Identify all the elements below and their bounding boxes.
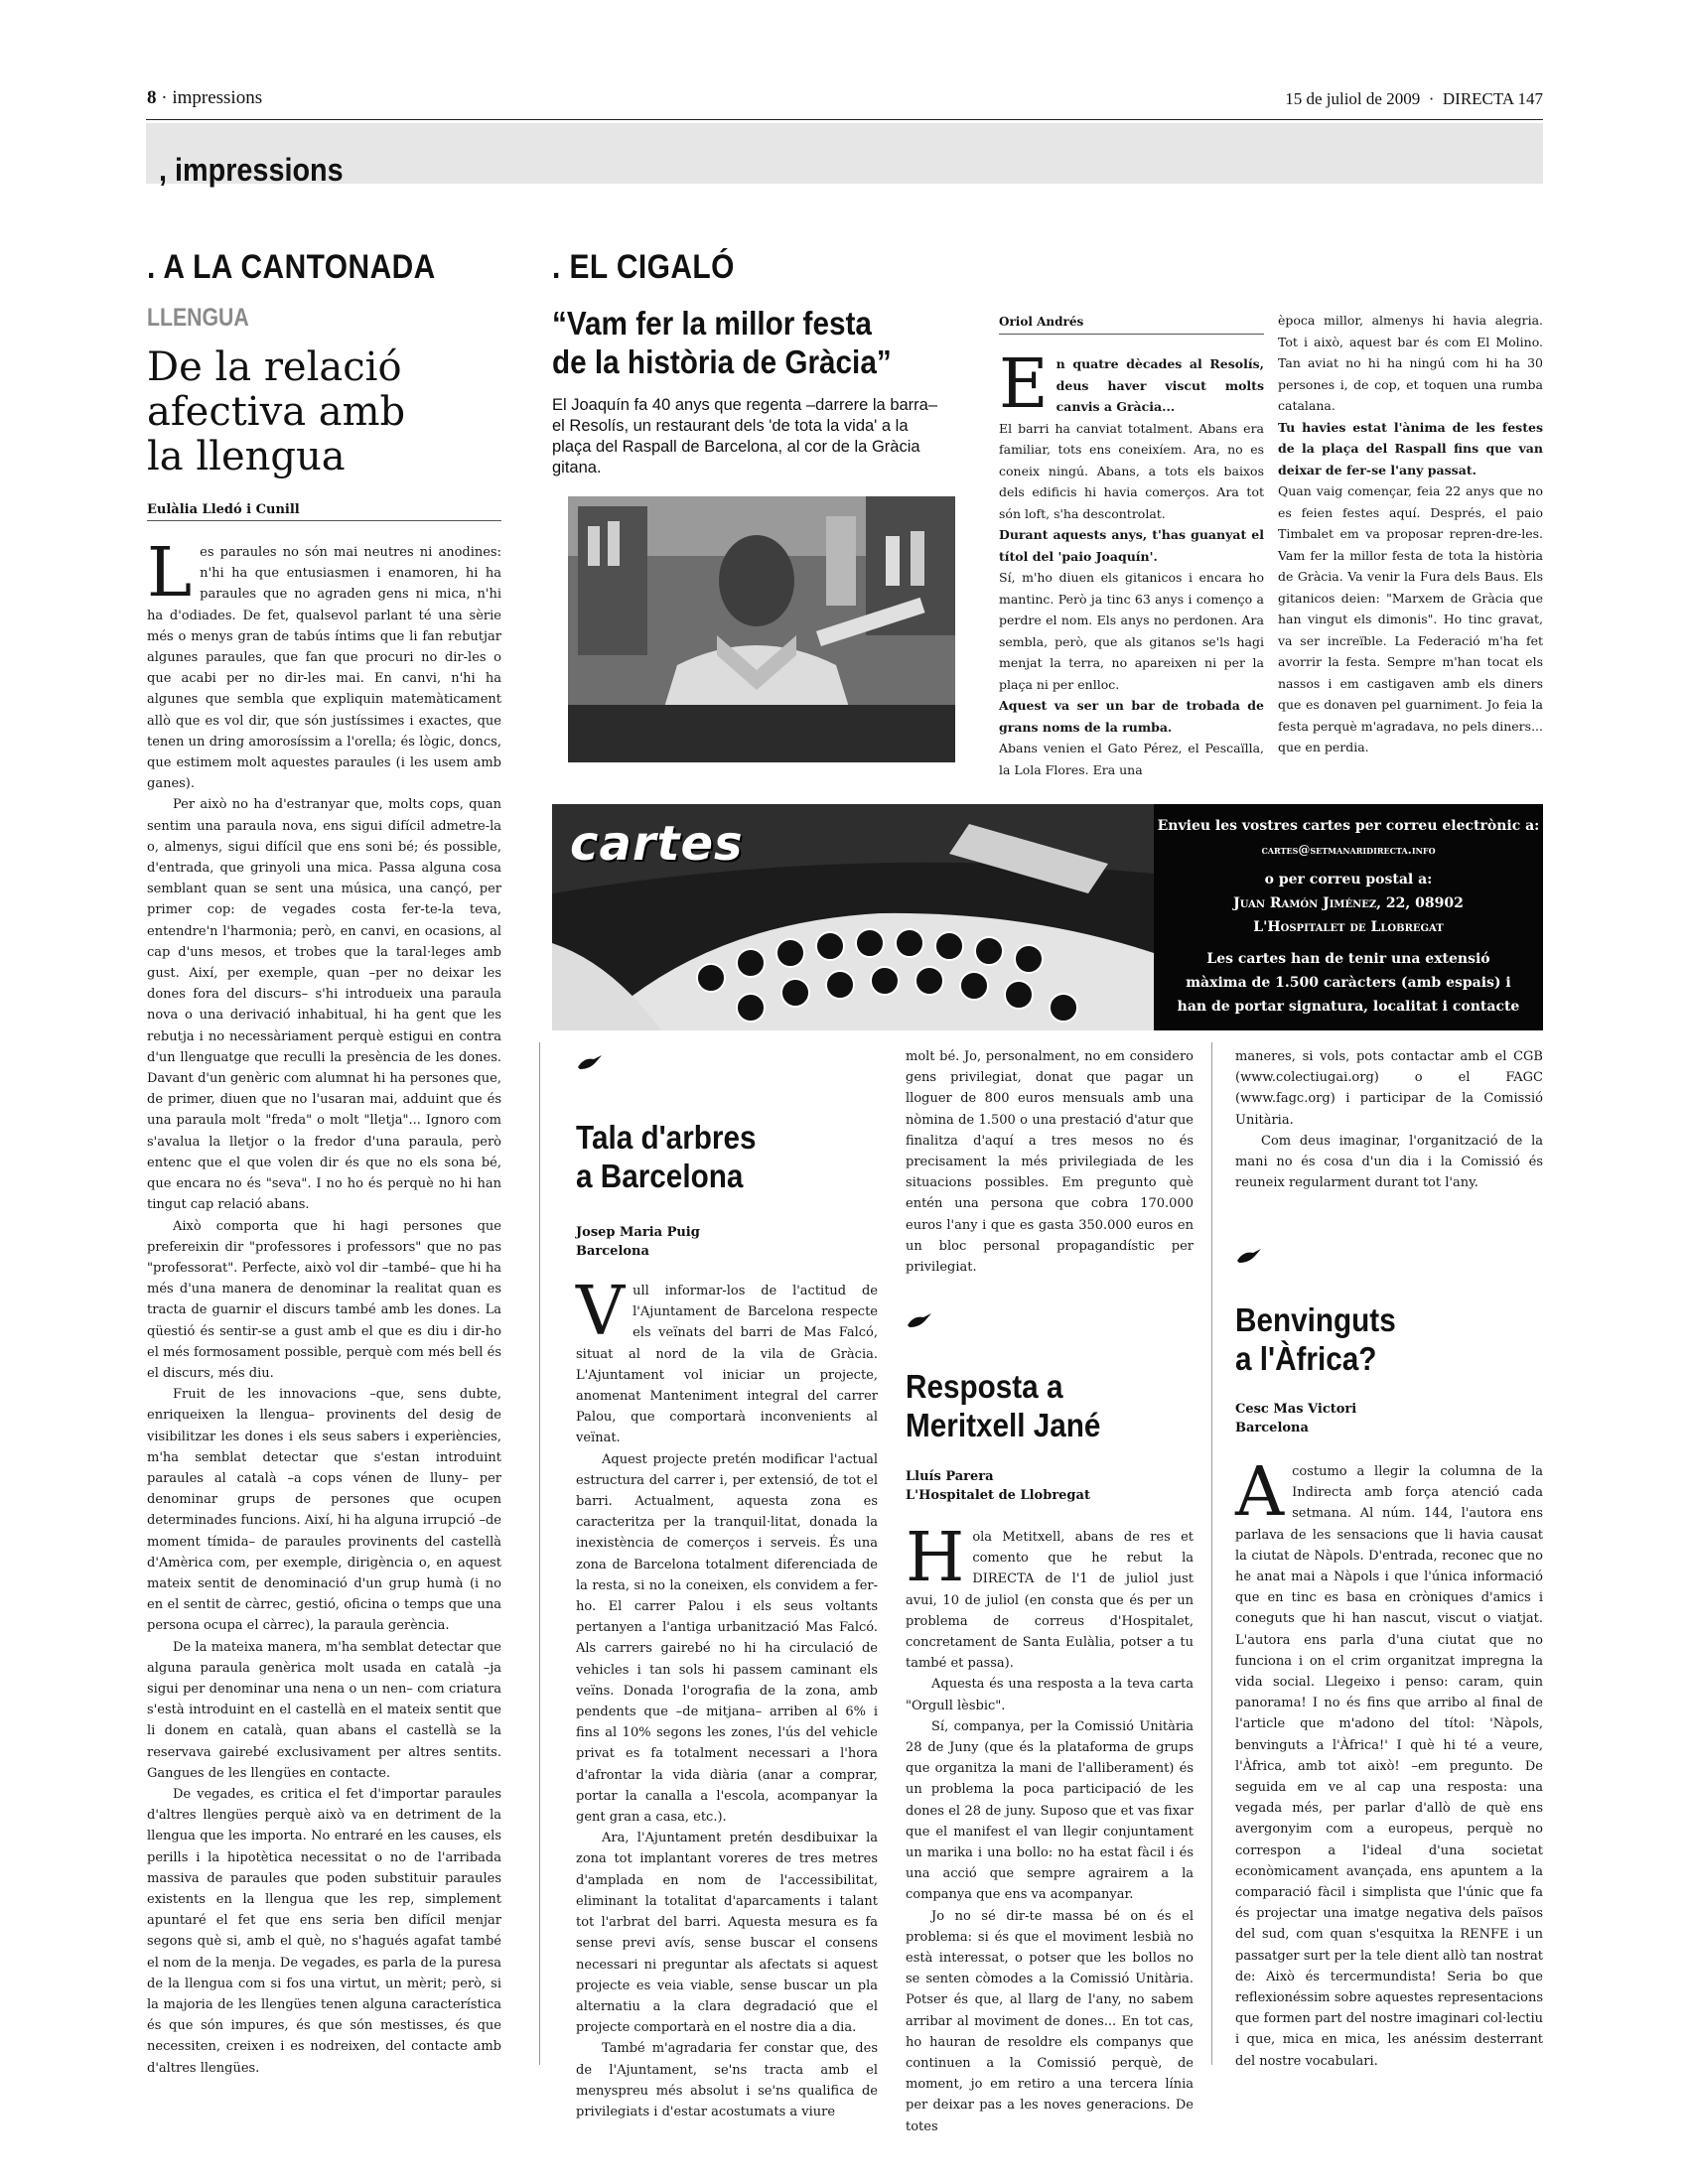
headline-line: “Vam fer la millor festa xyxy=(552,305,872,341)
letter3-body xyxy=(1235,1453,1543,2069)
section-name: impressions xyxy=(172,87,263,108)
publication-name: DIRECTA 147 xyxy=(1442,89,1543,108)
folio-right xyxy=(1285,89,1543,109)
headline-line: Benvinguts xyxy=(1235,1301,1396,1338)
interview-question: Durant aquests anys, t'has guanyat el títol del 'paio Joaquín'. xyxy=(999,527,1264,564)
bird-icon xyxy=(576,1052,604,1077)
letter3-headline xyxy=(1235,1300,1396,1378)
letter-paragraph: Aquest projecte pretén modificar l'actual estructura del carrer i, per extensió, de tot el barri. Actualment, aquesta zona es caracteritza per la tranquil·litat, donada la inexistència de comerços i serveis. És una zona de Barcelona totalment diferenciada de la resta, si no la coneixen, els convidem a fer-ho. El carrer Palou i els seus voltants pertanyen a l'antiga urbanització Mas Falcó. Als carrers gairebé no hi ha circulació de vehicles i tan sols hi passem caminant els veïns. Donada l'orografia de la zona, amb pendents que –de mitjana– arriben al 6% i fins al 10% segons les zones, l'ús del vehicle privat es fa totalment necessari a l'hora d'afrontar la vida diària (anar a comprar, portar la canalla a l'escola, acompanyar la gent gran a casa, etc.). xyxy=(576,1451,878,1826)
interview-answer: Abans venien el Gato Pérez, el Pescaïlla, la Lola Flores. Era una xyxy=(999,741,1264,777)
interview-answer: època millor, almenys hi havia alegria. Tot i això, aquest bar és com El Molino. Tan aviat no hi ha ningú com hi ha 30 persones i, de cop, et toquen una rumba catalana. xyxy=(1278,313,1543,413)
cartes-info-box xyxy=(1154,804,1543,1030)
cigalo-kicker: . EL CIGALÓ xyxy=(552,248,735,286)
drop-cap: E xyxy=(999,345,1049,424)
letter-paragraph: Aquesta és una resposta a la teva carta "Orgull lèsbic". xyxy=(906,1677,1194,1713)
byline-rule xyxy=(147,520,501,521)
interview-answer: Quan vaig començar, feia 22 anys que no es feien festes aquí. Després, el paio Timbalet em va proposar repren-dre-les. Vam fer la millor festa de tota la història de Gràcia. Va venir la Fura dels Baus. Els gitanicos deien: "Marxem de Gràcia que han vingut els dimonis". Ho tinc gravat, va ser increïble. La Federació m'ha fet avorrir la festa. Sempre m'han tocat els nassos i em castigaven amb els diners que es donaven pel guarniment. Jo feia la festa perquè m'agradava, no pels diners... que en perdia. xyxy=(1278,483,1543,754)
article-paragraph: Això comporta que hi hagi persones que prefereixin dir "professores i professors" que no pas "professorat". Perfecte, això vol dir –també– que hi ha més d'una manera de denominar la realitat quan es tracta de guarnir el discurs també amb les dones. La qüestió és sentir-se a gust amb el que es diu i dir-ho el més formosament possible, perquè com més bell és el discurs, més diu. xyxy=(147,1218,501,1381)
headline-line: Resposta a xyxy=(906,1368,1063,1405)
letter1-place: Barcelona xyxy=(576,1244,649,1259)
interview-byline-rule xyxy=(999,334,1264,335)
letter1-body xyxy=(576,1273,878,2119)
headline-line: afectiva amb xyxy=(147,389,406,435)
letter-paragraph: Acostumo a llegir la columna de la Indirecta amb força atenció cada setmana. Al núm. 144, l'autora ens parlava de les sensacions que li havia causat la ciutat de Nàpols. D'entrada, reconec que no he anat mai a Nàpols i que l'única informació que en tinc es basa en cròniques d'amics i coneguts que hi han nascut, viscut o viatjat. L'autora ens parla d'una ciutat que no funciona i on el crim organitzat impregna la vida social. Llegeixo i penso: caram, quin panorama! I no és fins que arribo al final de l'article que m'adono del títol: 'Nàpols, benvinguts a l'Àfrica!' I què hi té a veure, l'Àfrica, amb tot això! –em pregunto. De seguida em ve al cap una resposta: una vegada més, per parlar d'allò de què ens avergonyim com a europeus, perquè no correspon a l'ideal d'una societat econòmicament avançada, ens apuntem a la comparació fàcil i simplista que l'únic que fa és projectar una imatge negativa dels països del sud, com quan s'esquitxa la RENFE i un passatger surt per la tele dient allò tan nostrat de: Això és tercermundista! Seria bo que reflexionéssim sobre aquestes representacions que formen part del nostre imaginari col·lectiu i que, mica en mica, les anéssim desterrant del nostre vocabulari. xyxy=(1235,1453,1543,2069)
interview-byline: Oriol Andrés xyxy=(999,315,1084,329)
header-rule xyxy=(146,119,1543,120)
article-paragraph: De la mateixa manera, m'ha semblat detectar que alguna paraula genèrica molt usada en català –ja sigui per denominar una nena o un nen– com criatura s'està introduint en el castellà en el mateix sentit que li donem en català, quan abans el castellà se la reservava gairebé exclusivament per altres sentits. Gangues de les llengües en contacte. xyxy=(147,1639,501,1781)
cartes-email-instruction: Envieu les vostres cartes per correu electrònic a: xyxy=(1157,818,1540,834)
letter-paragraph: Vull informar-los de l'actitud de l'Ajuntament de Barcelona respecte els veïnats del barri de Mas Falcó, situat al nord de la vila de Gràcia. L'Ajuntament vol iniciar un projecte, anomenat Manteniment integral del carrer Palou, que comportarà inconvenients al veïnat. xyxy=(576,1273,878,1446)
folio-separator: · xyxy=(161,87,168,108)
bird-icon xyxy=(906,1310,933,1335)
cantonada-byline: Eulàlia Lledó i Cunill xyxy=(147,502,300,517)
headline-line: a Barcelona xyxy=(576,1158,744,1194)
folio-separator-2: · xyxy=(1428,89,1435,108)
letter-paragraph: Hola Metitxell, abans de res et comento que he rebut la DIRECTA de l'1 de juliol just avui, 10 de juliol (en consta que és per un problema de correus d'Hospitalet, concretament de Santa Eulàlia, potser a tu també et passa). xyxy=(906,1519,1194,1672)
letter-paragraph: També m'agradaria fer constar que, des de l'Ajuntament, se'ns tracta amb el menyspreu més absolut i se'ns qualifica de privilegiats i d'estar acostumats a viure xyxy=(576,2041,878,2119)
letter-paragraph: Com deus imaginar, l'organització de la mani no és cosa d'un dia i la Comissió és reuneix regularment durant tot l'any. xyxy=(1235,1133,1543,1191)
interview-question: Tu havies estat l'ànima de les festes de la plaça del Raspall fins que van deixar de fer-se l'any passat. xyxy=(1278,419,1543,478)
cartes-rules: han de portar signatura, localitat i contacte xyxy=(1177,999,1520,1015)
letter-paragraph: Sí, companya, per la Comissió Unitària 28 de Juny (que és la plataforma de grups que organitza la mani de l'alliberament) és un problema la poca participació de les dones el 28 de juny. Suposo que et vas fixar que el manifest el van llegir conjuntament un marika i una bollo: no ha estat fàcil i és una acció que sempre agrairem a la companya que ens va acompanyar. xyxy=(906,1718,1194,1903)
interview-question: Aquest va ser un bar de trobada de grans noms de la rumba. xyxy=(999,698,1264,735)
interview-photo xyxy=(568,496,955,762)
letter-paragraph: Ara, l'Ajuntament pretén desdibuixar la zona tot implantant voreres de tres metres d'amplada en nom de l'accessibilitat, eliminant la totalitat d'aparcaments i talant tot l'arbrat del barri. Aquesta mesura es fa sense previ avís, sense buscar el consens necessari ni preguntar als afectats si aquest projecte es veia viable, sense buscar un pla alternatiu a la clara degradació que el projecte comportarà en el nostre dia a dia. xyxy=(576,1831,878,2036)
headline-line: De la relació xyxy=(147,344,402,390)
cartes-address: Juan Ramón Jiménez, 22, 08902 xyxy=(1233,895,1464,911)
letter3-author: Cesc Mas Victori xyxy=(1235,1402,1357,1417)
column-divider xyxy=(1211,1042,1212,2065)
cantonada-category: LLENGUA xyxy=(147,304,249,332)
interview-answer: Sí, m'ho diuen els gitanicos i encara ho mantinc. Però ja tinc 63 anys i començo a perdre el nom. Els anys no perdonen. Ara sembla, però, que als gitanos se'ls hagi menjat la terra, no apareixen ni per la plaça ni per enlloc. xyxy=(999,570,1264,692)
folio-left xyxy=(147,87,262,109)
cartes-rules: Les cartes han de tenir una extensió xyxy=(1206,951,1490,967)
letter-paragraph: maneres, si vols, pots contactar amb el CGB (www.colectiugai.org) o el FAGC (www.fagc.org) i participar de la Comissió Unitària. xyxy=(1235,1049,1543,1128)
drop-cap: L xyxy=(147,534,193,613)
article-paragraph: De vegades, es critica el fet d'importar paraules d'altres llengües perquè això va en detriment de la llengua que les importa. No entraré en les causes, els perills i la hipotètica necessitat o no de l'arribada massiva de paraules que poden substituir paraules existents en la llengua que les rep, simplement apuntaré el fet que ens seria ben difícil menjar segons què si, amb el què, no s'hagués agafat també el nom de la menja. De vegades, es parla de la puresa de la llengua com si fos una virtut, un mèrit; però, si la majoria de les llengües tenen alguna característica és que són impures, és que són mestisses, és que necessiten, creixen i es nodreixen, del contacte amb d'altres llengües. xyxy=(147,1786,501,2076)
cantonada-kicker: . A LA CANTONADA xyxy=(147,248,436,286)
cartes-city: L'Hospitalet de Llobregat xyxy=(1253,919,1444,935)
headline-line: Meritxell Jané xyxy=(906,1407,1101,1443)
headline-line: de la història de Gràcia” xyxy=(552,343,892,380)
section-band xyxy=(146,123,1543,184)
cartes-rules: màxima de 1.500 caràcters (amb espais) i xyxy=(1186,975,1511,991)
interview-col-2 xyxy=(1278,310,1543,770)
cigalo-dek: El Joaquín fa 40 anys que regenta –darrere la barra– el Resolís, un restaurant dels 'de tota la vida' a la plaça del Raspall de Barcelona, al cor de la Gràcia gitana. xyxy=(552,396,938,477)
cantonada-body xyxy=(147,534,501,2076)
letter2-place: L'Hospitalet de Llobregat xyxy=(906,1488,1090,1503)
letter2-headline xyxy=(906,1367,1100,1444)
cantonada-headline xyxy=(147,345,494,479)
letter3-place: Barcelona xyxy=(1235,1421,1309,1435)
article-paragraph: Les paraules no són mai neutres ni anodines: n'hi ha que entusiasmen i enamoren, hi ha paraules que no agraden gens ni mica, n'hi ha d'odiades. De fet, qualsevol parlant té una sèrie més o menys gran de tabús íntims que li fan rebutjar algunes paraules, que fan que procuri no dir-les o que acabi per no dir-les mai. En canvi, n'hi ha algunes que sembla que expliquin matemàticament allò que es vol dir, que són justíssimes i exactes, que tenen un dring amorosíssim a l'orella; és lògic, doncs, que estimem molt aquestes paraules (i les usem amb ganes). xyxy=(147,534,501,792)
letter-paragraph: Jo no sé dir-te massa bé on és el problema: si és que el moviment lesbià no està interessat, o potser que les bollos no se senten còmodes a la Comissió Unitària. Potser és que, al llarg de l'any, no sabem arribar al moviment de dones... En tot cas, ho hauran de resoldre els companys que continuen a la Comissió perquè, de moment, jo em retiro a una tercera línia per deixar pas a les noves generacions. De totes xyxy=(906,1908,1194,2134)
section-band-title: , impressions xyxy=(159,152,344,188)
article-paragraph: Per això no ha d'estranyar que, molts cops, quan sentim una paraula nova, ens sigui difícil admetre-la o, almenys, sigui difícil que ens soni bé; és possible, d'entrada, que grinyoli una mica. Passa alguna cosa semblant quan se sent una música, una cançó, per primer cop: de vegades costa fer-te-la teva, entendre'n l'harmonia; però, en canvi, en ocasions, al cap d'uns mesos, et trobes que la taral·leges amb gust. Així, per exemple, quan –per no deixar les dones fora del discurs– s'hi introdueix una paraula nova o una derivació inhabitual, hi ha gent que les rebutja i no necessàriament perquè estigui en contra d'un llenguatge que reculli la presència de les dones. Davant d'un genèric com alumnat hi ha persones que, de primer, diuen que no l'usaran mai, adduint que és una paraula molt "freda" o molt "lletja"... Ignoro com s'avalua la lletjor o la fredor d'una paraula, però entenc que el que volen dir és que no els sona bé, que encara no és "seva". I no ho és perquè no hi han tingut cap relació abans. xyxy=(147,797,501,1213)
drop-cap: H xyxy=(906,1519,965,1597)
headline-line: la llengua xyxy=(147,434,346,479)
letter1-continuation: molt bé. Jo, personalment, no em considero gens privilegiat, donat que pagar un lloguer de 800 euros mensuals amb una nòmina de 1.500 o una prestació d'atur que finalitza d'aquí a tres mesos no és precisament la més privilegiada de les situacions possibles. Em pregunto què entén una persona que cobra 170.000 euros l'any i que es gasta 350.000 euros en un bloc personal propagandístic per privilegiat. xyxy=(906,1049,1194,1276)
headline-line: Tala d'arbres xyxy=(576,1119,757,1156)
article-paragraph: Fruit de les innovacions –que, sens dubte, enriqueixen la llengua– provinents del desig de visibilitzar les dones i els seus sabers i experiències, m'ha semblat detectar que s'estan introduint paraules al català –a cops vénen de lluny– per denominar grups de persones que ocupen determinades funcions. Així, hi ha alguna irrupció –de moment tímida– de paraules provinents del castellà d'Amèrica com, per exemple, dirigència o, en aquest mateix sentit de denominació d'un grup humà (i no en el sentit de càrrec, gestió, oficina o temps que una persona ocupa el càrrec), la paraula gerència. xyxy=(147,1387,501,1634)
interview-col-1 xyxy=(999,345,1264,777)
cigalo-headline xyxy=(552,304,945,381)
letter1-author: Josep Maria Puig xyxy=(576,1225,700,1240)
interview-question: En quatre dècades al Resolís, deus haver viscut molts canvis a Gràcia... xyxy=(999,345,1264,424)
headline-line: a l'Àfrica? xyxy=(1235,1340,1377,1377)
cartes-post-instruction: o per correu postal a: xyxy=(1264,872,1433,887)
letter1-headline xyxy=(576,1118,757,1195)
portrait-photo-illustration xyxy=(568,496,955,762)
letter2-author: Lluís Parera xyxy=(906,1469,994,1484)
letter2-continuation xyxy=(1235,1046,1543,1225)
letter2-body xyxy=(906,1519,1194,2134)
drop-cap: A xyxy=(1235,1453,1285,1532)
issue-date: 15 de juliol de 2009 xyxy=(1285,89,1421,108)
interview-answer: El barri ha canviat totalment. Abans era familiar, tots ens coneixíem. Ara, no es coneix ningú. Abans, a tots els baixos dels edificis hi havia comerços. Ara tot són loft, s'ha descontrolat. xyxy=(999,420,1264,521)
page-number: 8 xyxy=(147,87,157,108)
cartes-logo: cartes xyxy=(570,816,744,872)
cartes-email[interactable]: cartes@setmanaridirecta.info xyxy=(1261,843,1436,857)
bird-icon xyxy=(1235,1246,1263,1271)
column-divider xyxy=(539,1042,540,2065)
drop-cap: V xyxy=(576,1273,626,1351)
